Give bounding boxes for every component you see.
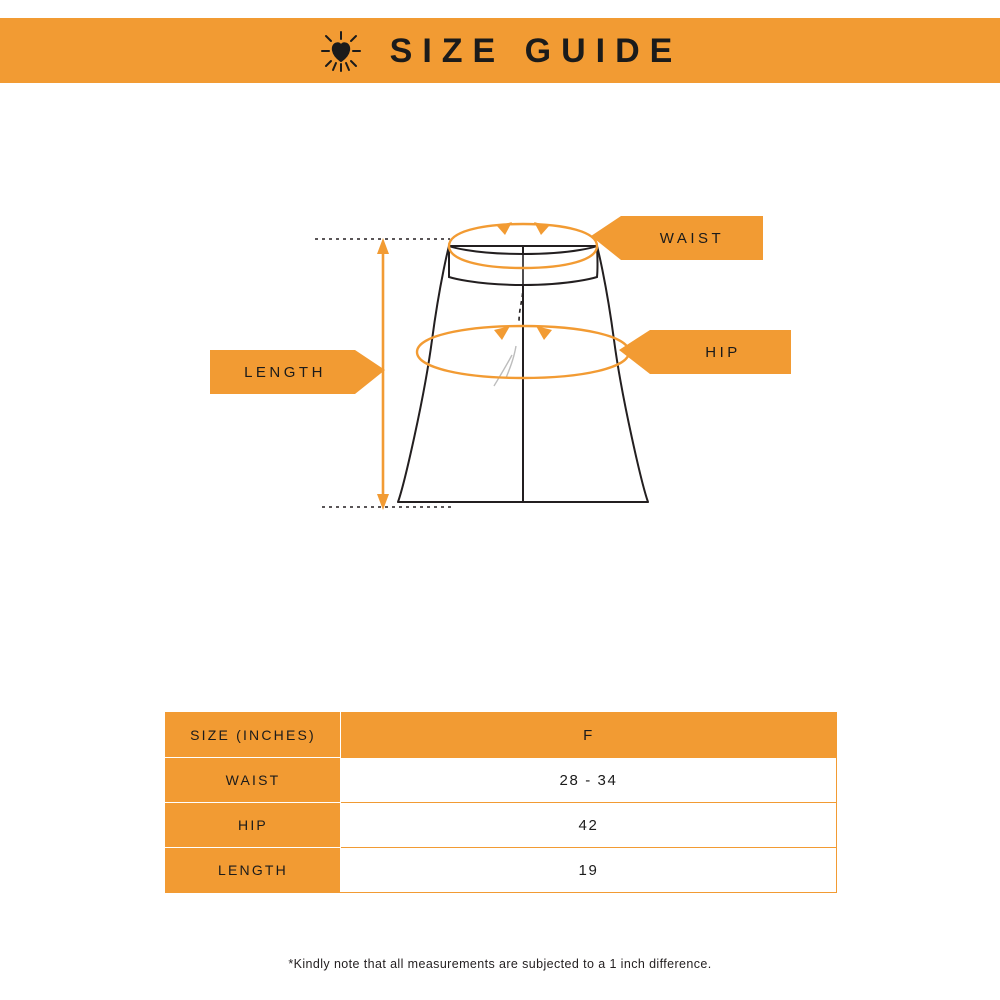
table-row <box>166 758 837 803</box>
table-header-label: SIZE (INCHES) <box>166 713 341 758</box>
table-row <box>166 803 837 848</box>
row-value-hip: 42 <box>341 803 837 848</box>
garment-illustration <box>0 150 1000 570</box>
header-banner <box>0 18 1000 83</box>
heart-sun-logo-icon <box>318 28 364 74</box>
size-table <box>165 712 837 893</box>
callout-hip <box>619 330 791 374</box>
callout-length <box>210 350 385 394</box>
footnote-text: *Kindly note that all measurements are subjected to a 1 inch difference. <box>288 957 712 971</box>
row-label-hip: HIP <box>166 803 341 848</box>
table-row <box>166 848 837 893</box>
callout-hip-label: HIP <box>705 344 741 361</box>
page-title: SIZE GUIDE <box>389 31 683 70</box>
shorts-diagram <box>0 150 1000 570</box>
row-value-waist: 28 - 34 <box>341 758 837 803</box>
callout-length-label: LENGTH <box>244 364 326 381</box>
row-value-length: 19 <box>341 848 837 893</box>
row-label-waist: WAIST <box>166 758 341 803</box>
table-header-row <box>166 713 837 758</box>
callout-waist <box>591 216 763 260</box>
row-label-length: LENGTH <box>166 848 341 893</box>
table-header-size: F <box>341 713 837 758</box>
callout-waist-label: WAIST <box>659 230 725 247</box>
